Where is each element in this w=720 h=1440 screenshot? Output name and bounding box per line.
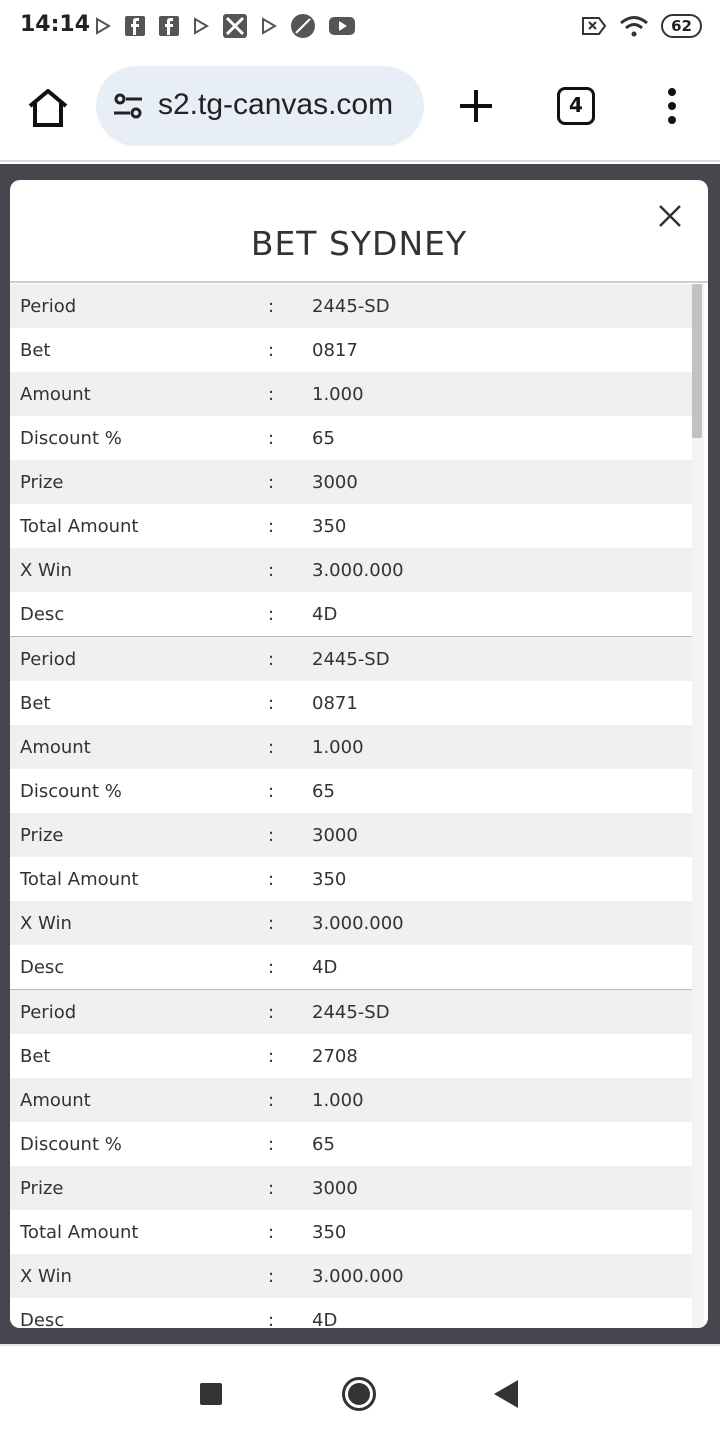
row-label: Discount % xyxy=(20,427,122,449)
row-value: 3.000.000 xyxy=(312,912,404,934)
recents-icon[interactable] xyxy=(200,1383,222,1405)
row-separator: : xyxy=(268,471,275,493)
table-row xyxy=(10,1298,692,1328)
close-icon[interactable] xyxy=(656,202,684,230)
table-row xyxy=(10,1122,692,1166)
table-row xyxy=(10,284,692,328)
row-separator: : xyxy=(268,824,275,846)
row-label: Period xyxy=(20,1001,77,1023)
row-separator: : xyxy=(268,956,275,978)
row-value: 65 xyxy=(312,1133,335,1155)
row-value: 350 xyxy=(312,515,347,537)
table-row xyxy=(10,945,692,989)
row-value: 3000 xyxy=(312,471,358,493)
row-label: Bet xyxy=(20,692,51,714)
table-row xyxy=(10,1166,692,1210)
row-separator: : xyxy=(268,603,275,625)
table-row xyxy=(10,592,692,636)
row-label: Desc xyxy=(20,1309,65,1328)
row-value: 350 xyxy=(312,868,347,890)
row-label: X Win xyxy=(20,912,72,934)
status-bar xyxy=(0,0,720,52)
youtube-icon xyxy=(328,15,356,37)
table-row xyxy=(10,460,692,504)
row-label: Amount xyxy=(20,1089,91,1111)
tab-switcher-button[interactable]: 4 xyxy=(557,87,595,125)
row-value: 4D xyxy=(312,956,338,978)
modal-title: BET SYDNEY xyxy=(250,224,468,263)
row-separator: : xyxy=(268,648,275,670)
row-separator: : xyxy=(268,1045,275,1067)
battery-icon: 62 xyxy=(661,14,702,38)
row-label: Amount xyxy=(20,736,91,758)
row-label: Period xyxy=(20,648,77,670)
row-separator: : xyxy=(268,1221,275,1243)
row-separator: : xyxy=(268,1309,275,1328)
row-separator: : xyxy=(268,383,275,405)
bet-record xyxy=(10,990,692,1328)
table-row xyxy=(10,416,692,460)
row-label: Discount % xyxy=(20,1133,122,1155)
row-value: 65 xyxy=(312,427,335,449)
row-value: 65 xyxy=(312,780,335,802)
row-separator: : xyxy=(268,1177,275,1199)
row-separator: : xyxy=(268,1001,275,1023)
row-value: 3.000.000 xyxy=(312,1265,404,1287)
table-row xyxy=(10,681,692,725)
row-separator: : xyxy=(268,736,275,758)
row-separator: : xyxy=(268,559,275,581)
address-bar[interactable] xyxy=(96,66,424,146)
app-icon xyxy=(222,13,248,39)
row-separator: : xyxy=(268,515,275,537)
row-label: Desc xyxy=(20,956,65,978)
row-label: Total Amount xyxy=(20,515,139,537)
table-row xyxy=(10,548,692,592)
row-separator: : xyxy=(268,1265,275,1287)
row-label: Prize xyxy=(20,824,64,846)
row-value: 1.000 xyxy=(312,1089,364,1111)
scrollbar-thumb[interactable] xyxy=(692,284,702,438)
url-text: s2.tg-canvas.com xyxy=(158,88,394,121)
site-settings-icon[interactable] xyxy=(112,90,144,122)
play-store-icon xyxy=(260,16,278,36)
facebook-icon xyxy=(158,15,180,37)
row-label: Discount % xyxy=(20,780,122,802)
table-row xyxy=(10,1078,692,1122)
navigation-bar xyxy=(0,1344,720,1440)
table-row xyxy=(10,372,692,416)
facebook-icon xyxy=(124,15,146,37)
row-label: Total Amount xyxy=(20,1221,139,1243)
bet-modal xyxy=(10,180,708,1328)
home-icon[interactable] xyxy=(26,86,70,130)
more-menu-icon[interactable] xyxy=(660,86,684,126)
scrollbar[interactable] xyxy=(692,284,704,1328)
modal-header xyxy=(10,180,708,283)
row-separator: : xyxy=(268,427,275,449)
row-label: Total Amount xyxy=(20,868,139,890)
row-separator: : xyxy=(268,339,275,361)
row-value: 1.000 xyxy=(312,383,364,405)
row-value: 350 xyxy=(312,1221,347,1243)
play-store-icon xyxy=(192,16,210,36)
row-value: 3000 xyxy=(312,824,358,846)
row-label: Prize xyxy=(20,471,64,493)
modal-body[interactable] xyxy=(10,284,708,1328)
row-separator: : xyxy=(268,1089,275,1111)
table-row xyxy=(10,769,692,813)
bet-record xyxy=(10,284,692,637)
table-row xyxy=(10,857,692,901)
table-row xyxy=(10,725,692,769)
row-separator: : xyxy=(268,1133,275,1155)
table-row xyxy=(10,504,692,548)
row-label: X Win xyxy=(20,1265,72,1287)
home-nav-icon[interactable] xyxy=(341,1376,377,1412)
notification-icons xyxy=(94,12,356,40)
circle-slash-icon xyxy=(290,13,316,39)
row-value: 3.000.000 xyxy=(312,559,404,581)
row-separator: : xyxy=(268,295,275,317)
row-separator: : xyxy=(268,912,275,934)
table-row xyxy=(10,990,692,1034)
row-separator: : xyxy=(268,868,275,890)
row-value: 0817 xyxy=(312,339,358,361)
bet-records xyxy=(10,284,692,1328)
row-value: 4D xyxy=(312,603,338,625)
row-value: 3000 xyxy=(312,1177,358,1199)
table-row xyxy=(10,328,692,372)
browser-toolbar xyxy=(0,52,720,162)
row-label: Bet xyxy=(20,339,51,361)
status-time: 14:14 xyxy=(20,12,91,37)
table-row xyxy=(10,901,692,945)
table-row xyxy=(10,637,692,681)
bet-record xyxy=(10,637,692,990)
row-separator: : xyxy=(268,780,275,802)
row-label: Bet xyxy=(20,1045,51,1067)
row-value: 2445-SD xyxy=(312,1001,390,1023)
back-icon[interactable] xyxy=(492,1378,520,1410)
table-row xyxy=(10,1210,692,1254)
row-value: 2708 xyxy=(312,1045,358,1067)
system-icons xyxy=(581,12,702,40)
wifi-icon xyxy=(619,14,649,38)
row-value: 4D xyxy=(312,1309,338,1328)
new-tab-icon[interactable] xyxy=(456,86,496,126)
row-label: X Win xyxy=(20,559,72,581)
sim-x-icon xyxy=(581,15,607,37)
row-value: 2445-SD xyxy=(312,295,390,317)
row-label: Prize xyxy=(20,1177,64,1199)
play-store-icon xyxy=(94,16,112,36)
row-label: Amount xyxy=(20,383,91,405)
table-row xyxy=(10,1034,692,1078)
row-value: 1.000 xyxy=(312,736,364,758)
table-row xyxy=(10,1254,692,1298)
row-separator: : xyxy=(268,692,275,714)
row-value: 2445-SD xyxy=(312,648,390,670)
table-row xyxy=(10,813,692,857)
row-label: Period xyxy=(20,295,77,317)
row-value: 0871 xyxy=(312,692,358,714)
row-label: Desc xyxy=(20,603,65,625)
